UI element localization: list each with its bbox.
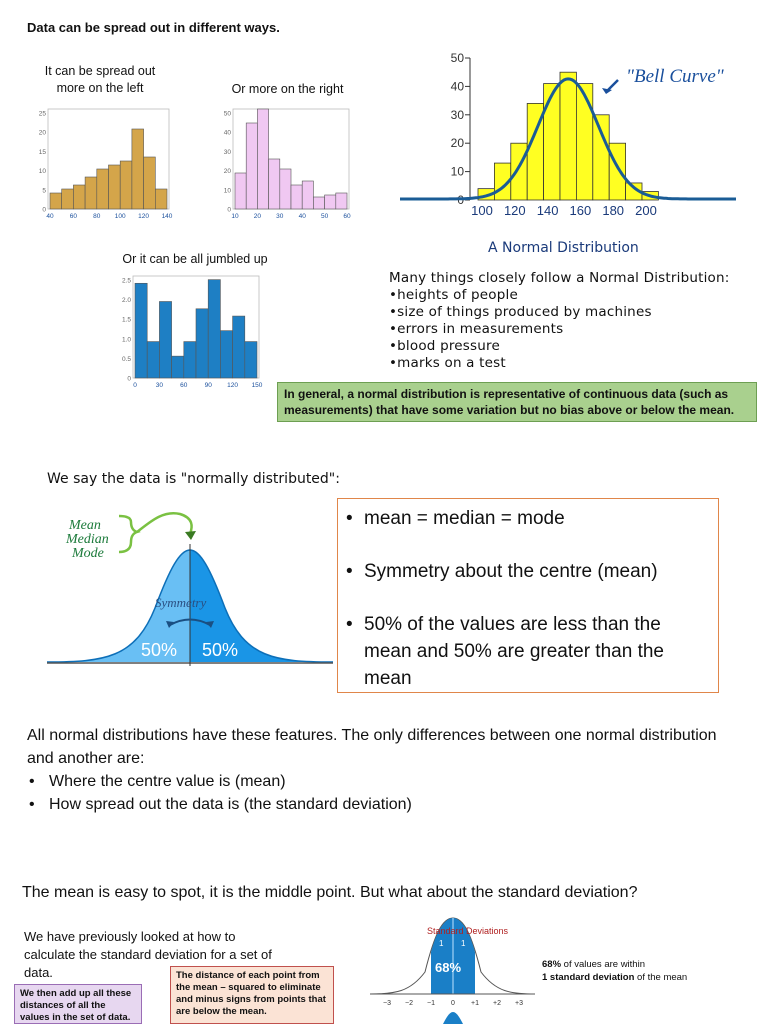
left-skew-x-tick: 140 <box>161 213 173 220</box>
sd-caption-rest2: of the mean <box>634 972 688 983</box>
right-skew-bar <box>313 197 324 209</box>
right-skew-bar <box>257 109 268 209</box>
sd-caption-bold1: 68% <box>542 959 562 970</box>
jumbled-x-tick: 0 <box>133 382 137 389</box>
mean-median-mode-diagram <box>45 508 335 668</box>
left-skew-bar <box>144 157 156 209</box>
sd-caption-bold2: 1 standard deviation <box>542 972 635 983</box>
left-skew-bar <box>50 193 62 209</box>
jumbled-y-tick: 0.5 <box>121 355 131 363</box>
left-skew-bar <box>120 161 132 209</box>
left-skew-bar <box>132 129 144 209</box>
jumbled-bar <box>184 342 196 378</box>
list-item: •marks on a test <box>389 355 506 371</box>
continuous-data-note: In general, a normal distribution is representative of continuous data (such as measurements) that have some variation but no bias above or below the mean. <box>277 382 757 422</box>
purple-note: We then add up all these distances of all the values in the set of data. <box>14 984 142 1024</box>
sd-caption-rest1: of values are within <box>561 959 645 970</box>
jumbled-bar <box>147 342 159 378</box>
sd-percent: 68% <box>435 960 462 975</box>
left-skew-x-tick: 100 <box>114 213 126 220</box>
bell-x-tick: 160 <box>569 203 592 218</box>
second-sd-curve-peek <box>443 1012 463 1024</box>
normal-list-intro: Many things closely follow a Normal Distribution: <box>389 270 730 286</box>
features-section <box>27 724 727 816</box>
bell-bar <box>609 143 625 200</box>
list-item: •errors in measurements <box>389 321 564 337</box>
sd-tick-label: −2 <box>405 1000 413 1007</box>
right-skew-bar <box>235 173 246 209</box>
bell-bar <box>511 143 527 200</box>
right-skew-x-tick: 50 <box>320 213 329 220</box>
bell-bar <box>544 84 560 200</box>
mode-label: Mode <box>72 546 104 561</box>
sd-caption <box>542 958 687 984</box>
feature-item: • Where the centre value is (mean) <box>27 770 727 793</box>
right-skew-bar <box>280 169 291 209</box>
bell-x-tick: 100 <box>471 203 493 218</box>
right-skew-histogram <box>215 105 355 223</box>
sd-tick-label: −1 <box>427 1000 435 1007</box>
jumbled-x-tick: 120 <box>227 382 239 389</box>
right-skew-x-tick: 40 <box>298 213 306 220</box>
left-skew-x-tick: 120 <box>138 213 150 220</box>
right-skew-bar <box>336 193 347 209</box>
jumbled-caption: Or it can be all jumbled up <box>122 252 268 266</box>
jumbled-bar <box>233 316 245 378</box>
sd-question: The mean is easy to spot, it is the middle point. But what about the standard deviation? <box>22 884 638 901</box>
bell-bar <box>576 84 592 200</box>
median-label: Median <box>66 532 109 547</box>
right-skew-y-tick: 40 <box>223 129 231 137</box>
jumbled-y-tick: 1.5 <box>121 316 131 324</box>
right-skew-bar <box>246 123 257 209</box>
right-skew-x-tick: 60 <box>343 213 351 220</box>
bell-x-tick: 180 <box>602 203 625 218</box>
left-skew-x-tick: 60 <box>69 213 78 220</box>
properties-box <box>337 498 719 693</box>
sd-intro: We have previously looked at how to calculate the standard deviation for a set of data. <box>24 929 272 980</box>
property-item: • 50% of the values are less than the mean and 50% are greater than the mean <box>346 611 710 692</box>
bell-bar <box>560 72 576 200</box>
jumbled-bar <box>220 331 232 378</box>
bell-x-tick: 140 <box>536 203 559 218</box>
bell-y-tick: 50 <box>450 51 464 65</box>
left-skew-y-tick: 5 <box>42 187 46 195</box>
left-skew-bar <box>85 177 97 209</box>
sd-tick-label: −3 <box>383 1000 391 1007</box>
brace-arrow <box>137 513 192 534</box>
left-skew-x-tick: 40 <box>46 213 54 220</box>
left-percent: 50% <box>141 640 178 660</box>
left-skew-y-tick: 20 <box>38 129 46 137</box>
bell-y-tick: 20 <box>450 136 464 151</box>
jumbled-bar <box>159 302 171 379</box>
right-skew-bar <box>302 181 313 209</box>
right-skew-bar <box>291 185 302 209</box>
right-skew-bar <box>269 159 280 209</box>
jumbled-y-tick: 2.0 <box>121 297 131 305</box>
left-skew-caption-line2: more on the left <box>56 81 144 95</box>
list-item: •blood pressure <box>389 338 500 354</box>
jumbled-x-tick: 90 <box>204 382 212 389</box>
right-skew-y-tick: 50 <box>223 110 231 118</box>
bell-x-tick: 200 <box>635 203 657 218</box>
mean-label: Mean <box>69 518 101 533</box>
property-item: • Symmetry about the centre (mean) <box>346 558 710 585</box>
left-skew-bar <box>73 185 85 209</box>
left-skew-bar <box>155 189 167 209</box>
intro-title: Data can be spread out in different ways. <box>27 20 280 35</box>
bell-bar <box>593 115 609 200</box>
right-skew-y-tick: 0 <box>227 206 231 214</box>
standard-deviation-diagram <box>365 912 535 1024</box>
jumbled-y-tick: 1.0 <box>121 336 131 344</box>
jumbled-y-tick: 2.5 <box>121 277 131 285</box>
left-skew-x-tick: 80 <box>93 213 101 220</box>
right-skew-x-tick: 20 <box>253 213 262 220</box>
left-skew-bar <box>109 165 121 209</box>
list-item: •heights of people <box>389 287 518 303</box>
left-skew-y-tick: 0 <box>42 206 46 214</box>
right-skew-y-tick: 20 <box>223 168 231 176</box>
jumbled-x-tick: 30 <box>155 382 164 389</box>
jumbled-y-tick: 0 <box>127 375 131 383</box>
sd-tick-label: 0 <box>451 1000 455 1007</box>
right-skew-x-tick: 10 <box>231 213 239 220</box>
sd-tick-label: +3 <box>515 1000 523 1007</box>
right-skew-caption: Or more on the right <box>231 82 344 96</box>
sd-tick-label: +1 <box>471 1000 479 1007</box>
bell-y-tick: 40 <box>450 79 464 94</box>
left-skew-histogram <box>30 105 175 223</box>
right-skew-y-tick: 30 <box>223 148 231 156</box>
jumbled-x-tick: 150 <box>251 382 263 389</box>
jumbled-bar <box>135 283 147 378</box>
right-skew-x-tick: 30 <box>276 213 284 220</box>
bell-caption: A Normal Distribution <box>488 240 639 256</box>
jumbled-bar <box>196 309 208 378</box>
sd-title: Standard Deviations <box>427 926 509 936</box>
jumbled-histogram <box>115 272 265 392</box>
sd-one-right: 1 <box>461 939 466 948</box>
list-item: •size of things produced by machines <box>389 304 652 320</box>
jumbled-bar <box>245 342 257 378</box>
pink-note: The distance of each point from the mean – squared to eliminate and minus signs from points that are below the mean. <box>170 966 334 1024</box>
left-skew-y-tick: 25 <box>38 110 46 118</box>
property-item: • mean = median = mode <box>346 505 710 532</box>
left-skew-bar <box>97 169 109 209</box>
bell-y-tick: 10 <box>450 164 464 179</box>
right-percent: 50% <box>202 640 239 660</box>
brace-arrowhead <box>185 531 196 540</box>
right-skew-bar <box>325 195 336 209</box>
left-skew-y-tick: 15 <box>38 148 46 156</box>
jumbled-x-tick: 60 <box>180 382 188 389</box>
sd-tick-label: +2 <box>493 1000 501 1007</box>
bell-curve-chart <box>398 48 743 220</box>
left-skew-caption <box>30 63 170 97</box>
bell-x-tick: 120 <box>503 203 526 218</box>
feature-item: • How spread out the data is (the standard deviation) <box>27 793 727 816</box>
features-intro: All normal distributions have these features. The only differences between one normal distribution and another are: <box>27 727 717 767</box>
bell-y-tick: 30 <box>450 107 464 122</box>
bell-y-tick: 0 <box>457 193 464 207</box>
bell-curve-label: "Bell Curve" <box>626 66 724 87</box>
symmetry-label: Symmetry <box>155 595 207 610</box>
left-skew-bar <box>62 189 74 209</box>
sd-one-left: 1 <box>439 939 444 948</box>
left-skew-y-tick: 10 <box>38 168 46 176</box>
jumbled-bar <box>208 280 220 378</box>
normally-distributed-heading: We say the data is "normally distributed": <box>47 471 340 487</box>
normal-list <box>389 270 730 372</box>
right-skew-y-tick: 10 <box>223 187 231 195</box>
curly-brace <box>119 516 137 552</box>
left-skew-caption-line1: It can be spread out <box>44 64 156 78</box>
jumbled-bar <box>172 356 184 378</box>
sd-ticks <box>383 1000 523 1007</box>
